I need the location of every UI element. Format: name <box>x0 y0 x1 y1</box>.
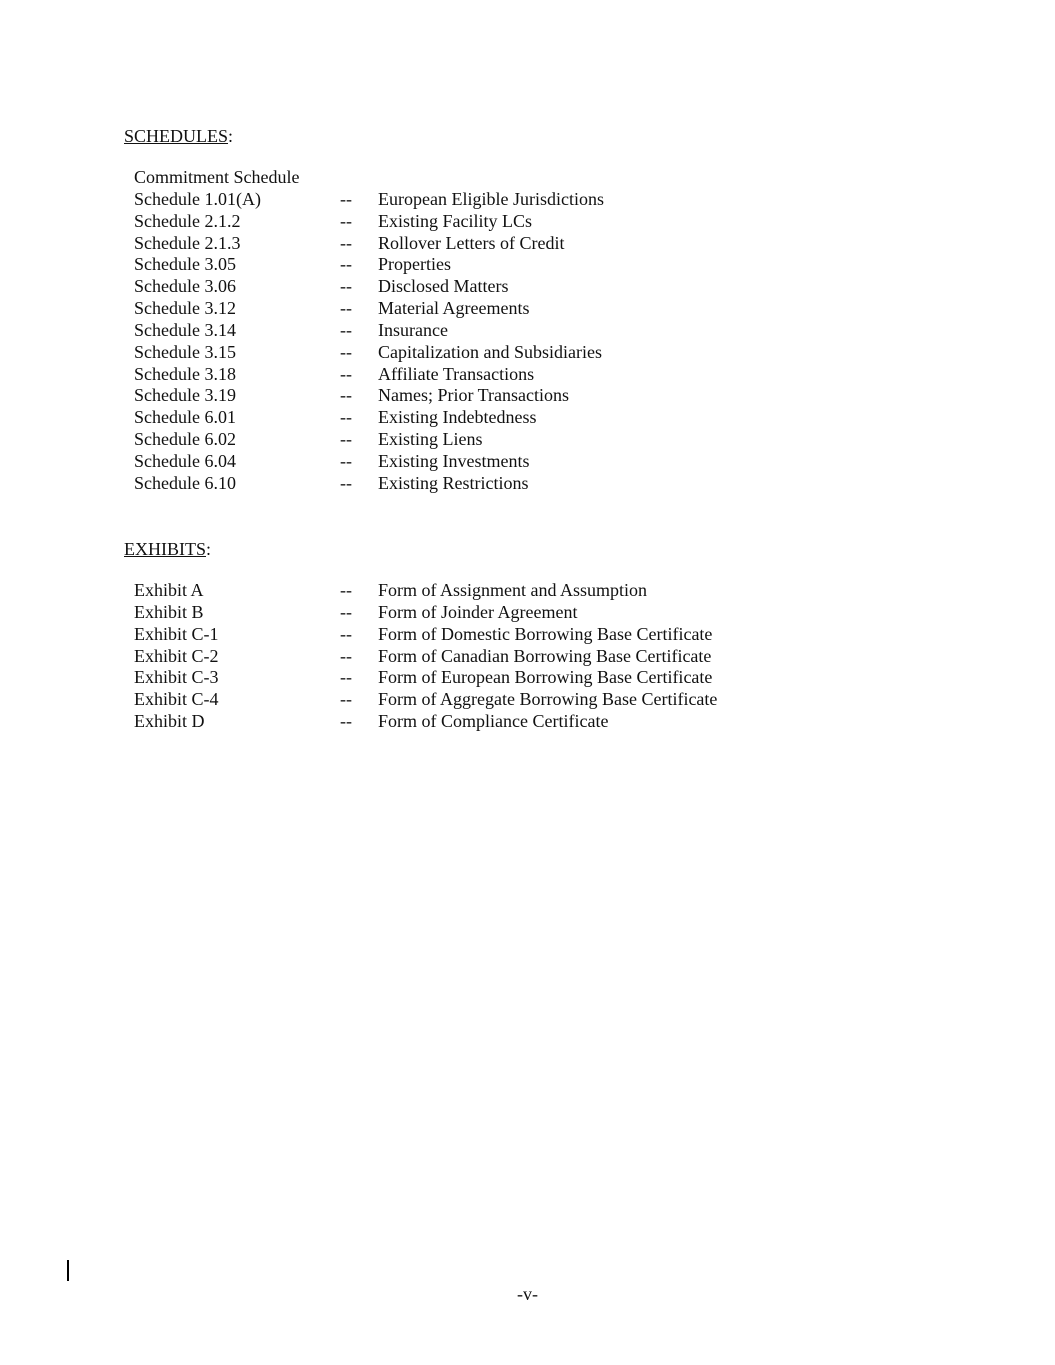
schedules-heading-text: SCHEDULES <box>124 126 229 146</box>
exhibit-description: Form of European Borrowing Base Certificate <box>378 667 713 688</box>
exhibits-list <box>134 580 834 733</box>
schedule-row <box>134 254 834 276</box>
schedule-description: Material Agreements <box>378 298 530 319</box>
exhibit-code: Exhibit C-1 <box>134 623 219 644</box>
exhibit-description: Form of Assignment and Assumption <box>378 580 648 600</box>
schedule-row <box>134 473 834 495</box>
schedule-description: Rollover Letters of Credit <box>378 232 565 253</box>
schedule-code: Schedule 2.1.2 <box>134 210 241 231</box>
exhibit-separator: -- <box>340 601 352 622</box>
schedule-row <box>134 385 834 407</box>
schedule-separator: -- <box>340 276 352 297</box>
schedule-separator: -- <box>340 450 352 471</box>
schedules-heading-colon: : <box>228 126 234 146</box>
schedule-description: Affiliate Transactions <box>378 363 535 384</box>
schedule-separator: -- <box>340 298 352 319</box>
schedule-code: Schedule 6.10 <box>134 472 236 493</box>
exhibit-code: Exhibit A <box>134 580 204 600</box>
exhibit-code: Exhibit D <box>134 711 205 732</box>
schedule-description: Capitalization and Subsidiaries <box>378 341 602 362</box>
exhibit-code: Exhibit B <box>134 601 204 622</box>
schedule-description: Names; Prior Transactions <box>378 385 569 406</box>
schedule-separator: -- <box>340 254 352 275</box>
exhibit-row <box>134 602 834 624</box>
schedule-row <box>134 342 834 364</box>
schedule-row <box>134 451 834 473</box>
exhibit-row <box>134 624 834 646</box>
exhibit-row <box>134 580 834 602</box>
exhibit-row <box>134 711 834 733</box>
schedule-separator: -- <box>340 429 352 450</box>
schedule-row <box>134 429 834 451</box>
exhibit-separator: -- <box>340 645 352 666</box>
exhibit-description: Form of Compliance Certificate <box>378 711 609 732</box>
exhibit-separator: -- <box>340 580 352 600</box>
revision-margin-bar <box>67 1260 69 1281</box>
schedule-row <box>134 320 834 342</box>
exhibit-description: Form of Domestic Borrowing Base Certificate <box>378 623 713 644</box>
exhibit-separator: -- <box>340 689 352 710</box>
schedule-description: European Eligible Jurisdictions <box>378 188 604 209</box>
schedule-code: Schedule 3.19 <box>134 385 236 406</box>
schedule-code: Schedule 6.04 <box>134 450 236 471</box>
schedule-separator: -- <box>340 341 352 362</box>
schedule-separator: -- <box>340 472 352 493</box>
exhibits-heading-text: EXHIBITS <box>124 539 206 559</box>
schedule-row <box>134 276 834 298</box>
schedule-separator: -- <box>340 232 352 253</box>
exhibit-row <box>134 646 834 668</box>
schedule-description: Existing Restrictions <box>378 472 529 493</box>
schedule-separator: -- <box>340 363 352 384</box>
exhibit-row <box>134 689 834 711</box>
schedules-heading <box>124 125 233 147</box>
schedule-row <box>134 298 834 320</box>
schedule-row <box>134 211 834 233</box>
schedule-code: Commitment Schedule <box>134 167 300 187</box>
exhibit-code: Exhibit C-3 <box>134 667 219 688</box>
schedule-description: Properties <box>378 254 451 275</box>
schedule-code: Schedule 6.01 <box>134 407 236 428</box>
schedule-separator: -- <box>340 188 352 209</box>
exhibit-code: Exhibit C-2 <box>134 645 219 666</box>
exhibit-separator: -- <box>340 623 352 644</box>
schedule-row <box>134 233 834 255</box>
exhibits-heading <box>124 538 211 560</box>
schedule-row <box>134 167 834 189</box>
exhibit-separator: -- <box>340 667 352 688</box>
schedule-description: Existing Facility LCs <box>378 210 533 231</box>
schedule-code: Schedule 1.01(A) <box>134 188 261 209</box>
schedule-row <box>134 407 834 429</box>
schedule-separator: -- <box>340 385 352 406</box>
schedule-description: Disclosed Matters <box>378 276 509 297</box>
schedule-code: Schedule 3.15 <box>134 341 236 362</box>
schedule-code: Schedule 3.18 <box>134 363 236 384</box>
schedule-code: Schedule 3.12 <box>134 298 236 319</box>
exhibit-row <box>134 667 834 689</box>
exhibit-separator: -- <box>340 711 352 732</box>
exhibit-description: Form of Canadian Borrowing Base Certificate <box>378 645 712 666</box>
schedule-separator: -- <box>340 407 352 428</box>
exhibit-description: Form of Aggregate Borrowing Base Certificate <box>378 689 718 710</box>
schedules-list <box>134 167 834 495</box>
schedule-description: Existing Indebtedness <box>378 407 537 428</box>
exhibit-code: Exhibit C-4 <box>134 689 219 710</box>
schedule-code: Schedule 6.02 <box>134 429 236 450</box>
schedule-description: Insurance <box>378 319 448 340</box>
schedule-code: Schedule 3.14 <box>134 319 236 340</box>
schedule-row <box>134 364 834 386</box>
schedule-code: Schedule 3.05 <box>134 254 236 275</box>
exhibit-description: Form of Joinder Agreement <box>378 601 578 622</box>
schedule-code: Schedule 2.1.3 <box>134 232 241 253</box>
schedule-description: Existing Liens <box>378 429 483 450</box>
exhibits-heading-colon: : <box>206 539 212 559</box>
schedule-code: Schedule 3.06 <box>134 276 236 297</box>
schedule-separator: -- <box>340 319 352 340</box>
schedule-separator: -- <box>340 210 352 231</box>
page-number: -v- <box>517 1284 538 1304</box>
schedule-row <box>134 189 834 211</box>
schedule-description: Existing Investments <box>378 450 530 471</box>
